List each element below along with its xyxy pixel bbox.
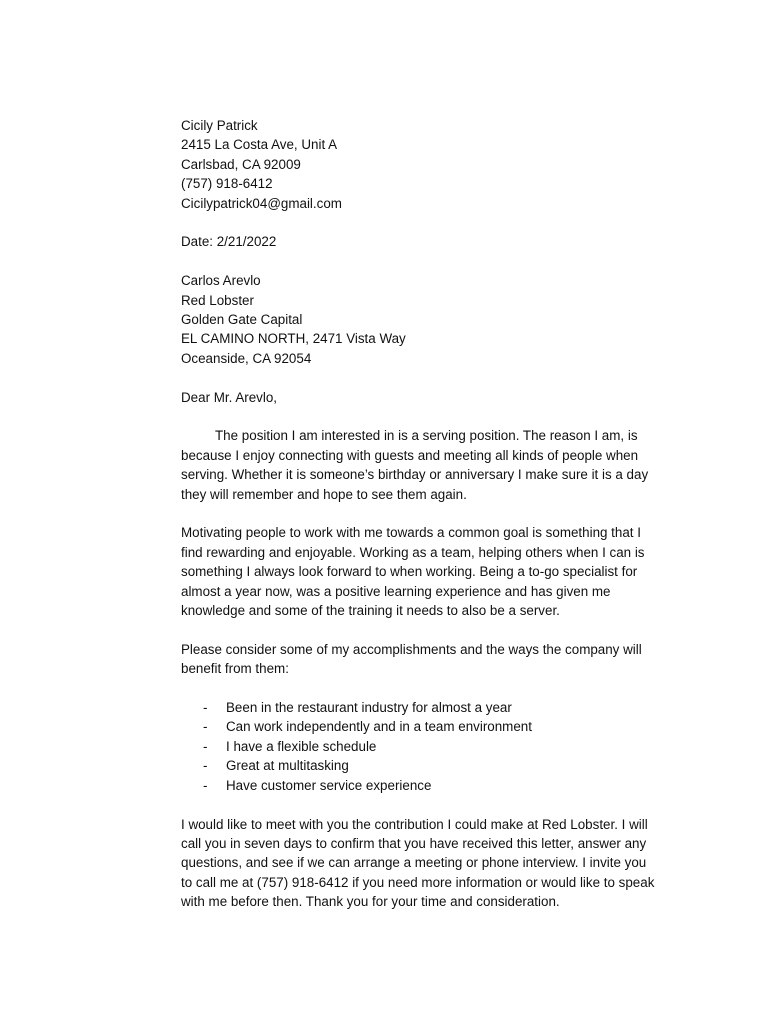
sender-email: Cicilypatrick04@gmail.com xyxy=(181,195,342,211)
sender-street: 2415 La Costa Ave, Unit A xyxy=(181,137,338,153)
list-item: - Have customer service experience xyxy=(181,776,661,795)
list-item: - Can work independently and in a team environment xyxy=(181,717,661,736)
sender-city: Carlsbad, CA 92009 xyxy=(181,156,301,172)
list-item: - Been in the restaurant industry for almost a year xyxy=(181,698,661,717)
bullet-dash: - xyxy=(203,758,208,774)
body-paragraph: The position I am interested in is a serving position. The reason I am, is because I enjoy connecting with guests and meeting all kinds of people when serving. Whether it is someone’s birthday or anniversary I make sure it is a day they will remember and hope to see them again. xyxy=(181,428,649,502)
bullet-dash: - xyxy=(203,777,208,793)
bullet-dash: - xyxy=(203,719,208,735)
bullet-dash: - xyxy=(203,738,208,754)
body-paragraph: Motivating people to work with me towards a common goal is something that I find rewarding and enjoyable. Working as a team, helping others when I can is something I always look forward to when working. Being a to-go specialist for almost a year now, was a positive learning experience and has given me knowledge and some of the training it needs to also be a server. xyxy=(181,525,645,619)
body-paragraph: Please consider some of my accomplishments and the ways the company will benefit from them: xyxy=(181,641,642,677)
recipient-city: Oceanside, CA 92054 xyxy=(181,350,312,366)
bullet-dash: - xyxy=(203,700,208,716)
recipient-company: Red Lobster xyxy=(181,292,254,308)
list-item: - Great at multitasking xyxy=(181,756,661,775)
letter-date: Date: 2/21/2022 xyxy=(181,234,277,250)
recipient-street: EL CAMINO NORTH, 2471 Vista Way xyxy=(181,331,406,347)
sender-phone: (757) 918-6412 xyxy=(181,176,273,192)
recipient-name: Carlos Arevlo xyxy=(181,273,261,289)
recipient-org: Golden Gate Capital xyxy=(181,312,303,328)
list-item: - I have a flexible schedule xyxy=(181,737,661,756)
body-paragraph: I would like to meet with you the contribution I could make at Red Lobster. I will call you in seven days to confirm that you have received this letter, answer any questions, and see if we can arrange a meeting or phone interview. I invite you to call me at (757) 918-6412 if you need more information or would like to speak with me before then. Thank you for your time and consideration. xyxy=(181,816,655,910)
recipient-address xyxy=(181,271,661,368)
sender-address xyxy=(181,116,661,213)
accomplishments-list xyxy=(181,698,661,795)
salutation: Dear Mr. Arevlo, xyxy=(181,389,277,405)
sender-name: Cicily Patrick xyxy=(181,118,258,133)
letter xyxy=(181,116,661,912)
